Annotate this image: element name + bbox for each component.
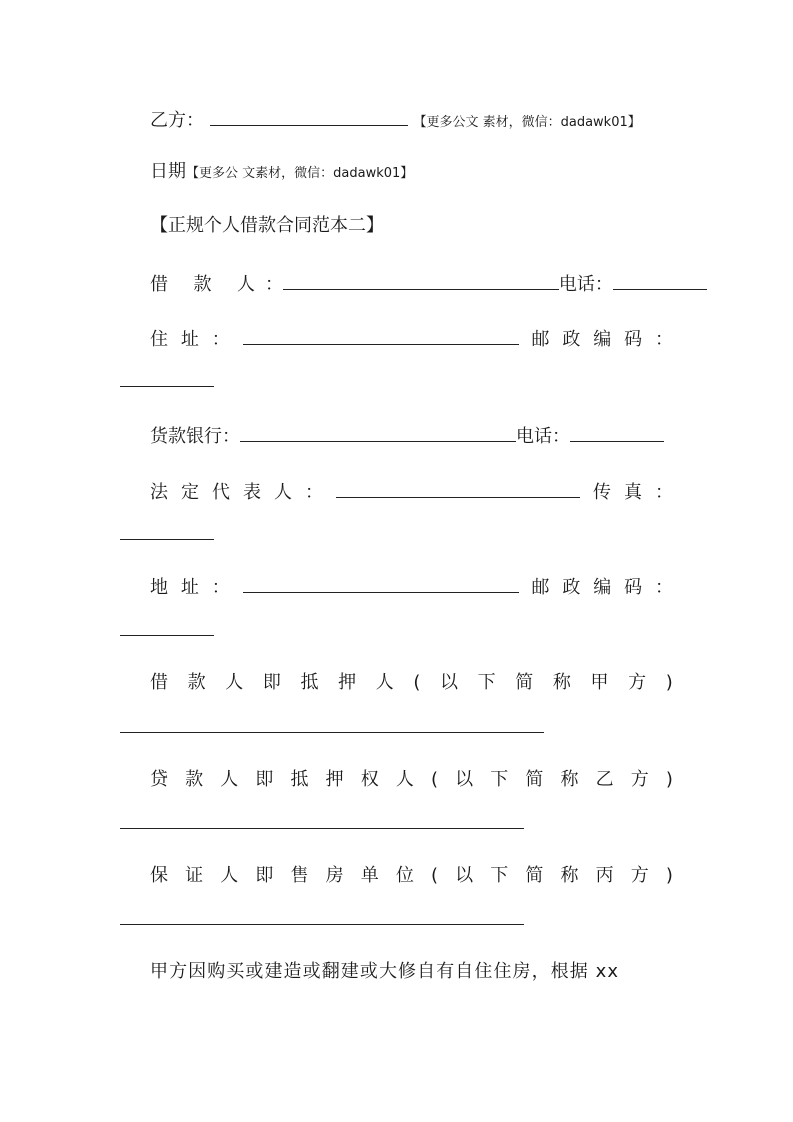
watermark-tag: 【更多公文 素材，微信：dadawk01】 xyxy=(413,115,641,130)
borrower-label: 借 款 人： xyxy=(150,274,293,295)
watermark-tag: 【更多公 文素材，微信：dadawk01】 xyxy=(186,166,414,181)
postcode-label-char: 编 xyxy=(593,577,612,598)
lender-bank-label: 货款银行： xyxy=(150,426,240,447)
legal-rep-char: 定 xyxy=(181,482,199,503)
fax-char: ： xyxy=(655,482,673,503)
address-label-char: ： xyxy=(211,577,230,598)
body-paragraph: 甲方因购买或建造或翻建或大修自有自住住房，根据 xx xyxy=(150,961,620,982)
party-b-chars: 贷 款 人 即 抵 押 权 人 ( 以 下 简 称 乙 方 ) xyxy=(150,769,673,790)
fax-blank xyxy=(120,539,214,540)
borrower-phone-label: 电话： xyxy=(558,274,613,295)
legal-rep-line xyxy=(120,479,673,505)
party-b-blank xyxy=(120,828,524,829)
party-b-label: 乙方： xyxy=(150,110,204,131)
fax-char: 真 xyxy=(624,482,642,503)
lender-phone-blank xyxy=(570,423,664,442)
section-title: 【正规个人借款合同范本二】 xyxy=(150,215,384,236)
postcode-label-char: 邮 xyxy=(531,329,550,350)
borrower-phone-blank xyxy=(613,271,707,290)
postcode-label-char: 码 xyxy=(624,329,643,350)
legal-rep-char: ： xyxy=(305,482,323,503)
postcode-blank-1 xyxy=(120,386,214,387)
borrower-line xyxy=(120,271,703,297)
address-label-char: 址 xyxy=(180,329,199,350)
party-b-line xyxy=(120,768,673,792)
lender-phone-label: 电话： xyxy=(516,426,570,447)
postcode-label-char: 编 xyxy=(593,329,612,350)
party-b-blank xyxy=(210,107,408,126)
party-a-blank xyxy=(120,732,544,733)
date-line xyxy=(120,160,703,186)
address-blank xyxy=(243,574,519,593)
lender-bank-line xyxy=(120,423,703,449)
address-label-char: 址 xyxy=(180,577,199,598)
postcode-label-char: ： xyxy=(655,577,673,598)
party-b-sign-line xyxy=(120,107,703,135)
postcode-label-char: 政 xyxy=(562,577,581,598)
postcode-label-char: 码 xyxy=(624,577,643,598)
legal-rep-char: 法 xyxy=(150,482,168,503)
postcode-label-char: 邮 xyxy=(531,577,550,598)
postcode-blank-2 xyxy=(120,635,214,636)
address-blank xyxy=(243,326,519,345)
legal-rep-char: 表 xyxy=(243,482,261,503)
address-label-char: ： xyxy=(211,329,230,350)
party-c-line xyxy=(120,864,673,888)
party-a-chars: 借 款 人 即 抵 押 人 ( 以 下 简 称 甲 方 ) xyxy=(150,672,673,693)
lender-bank-blank xyxy=(240,423,516,442)
legal-rep-char: 人 xyxy=(274,482,292,503)
address-label-char: 地 xyxy=(150,577,168,598)
party-c-chars: 保 证 人 即 售 房 单 位 ( 以 下 简 称 丙 方 ) xyxy=(150,865,673,886)
date-label: 日期 xyxy=(150,161,186,182)
fax-char: 传 xyxy=(593,482,611,503)
postcode-label-char: ： xyxy=(655,329,673,350)
party-a-line xyxy=(120,671,673,695)
postcode-label-char: 政 xyxy=(562,329,581,350)
party-c-blank xyxy=(120,924,524,925)
legal-rep-char: 代 xyxy=(212,482,230,503)
address-line-1 xyxy=(120,326,673,352)
borrower-blank xyxy=(283,271,559,290)
legal-rep-blank xyxy=(336,479,580,498)
address-line-2 xyxy=(120,574,673,600)
address-label-char: 住 xyxy=(150,329,168,350)
